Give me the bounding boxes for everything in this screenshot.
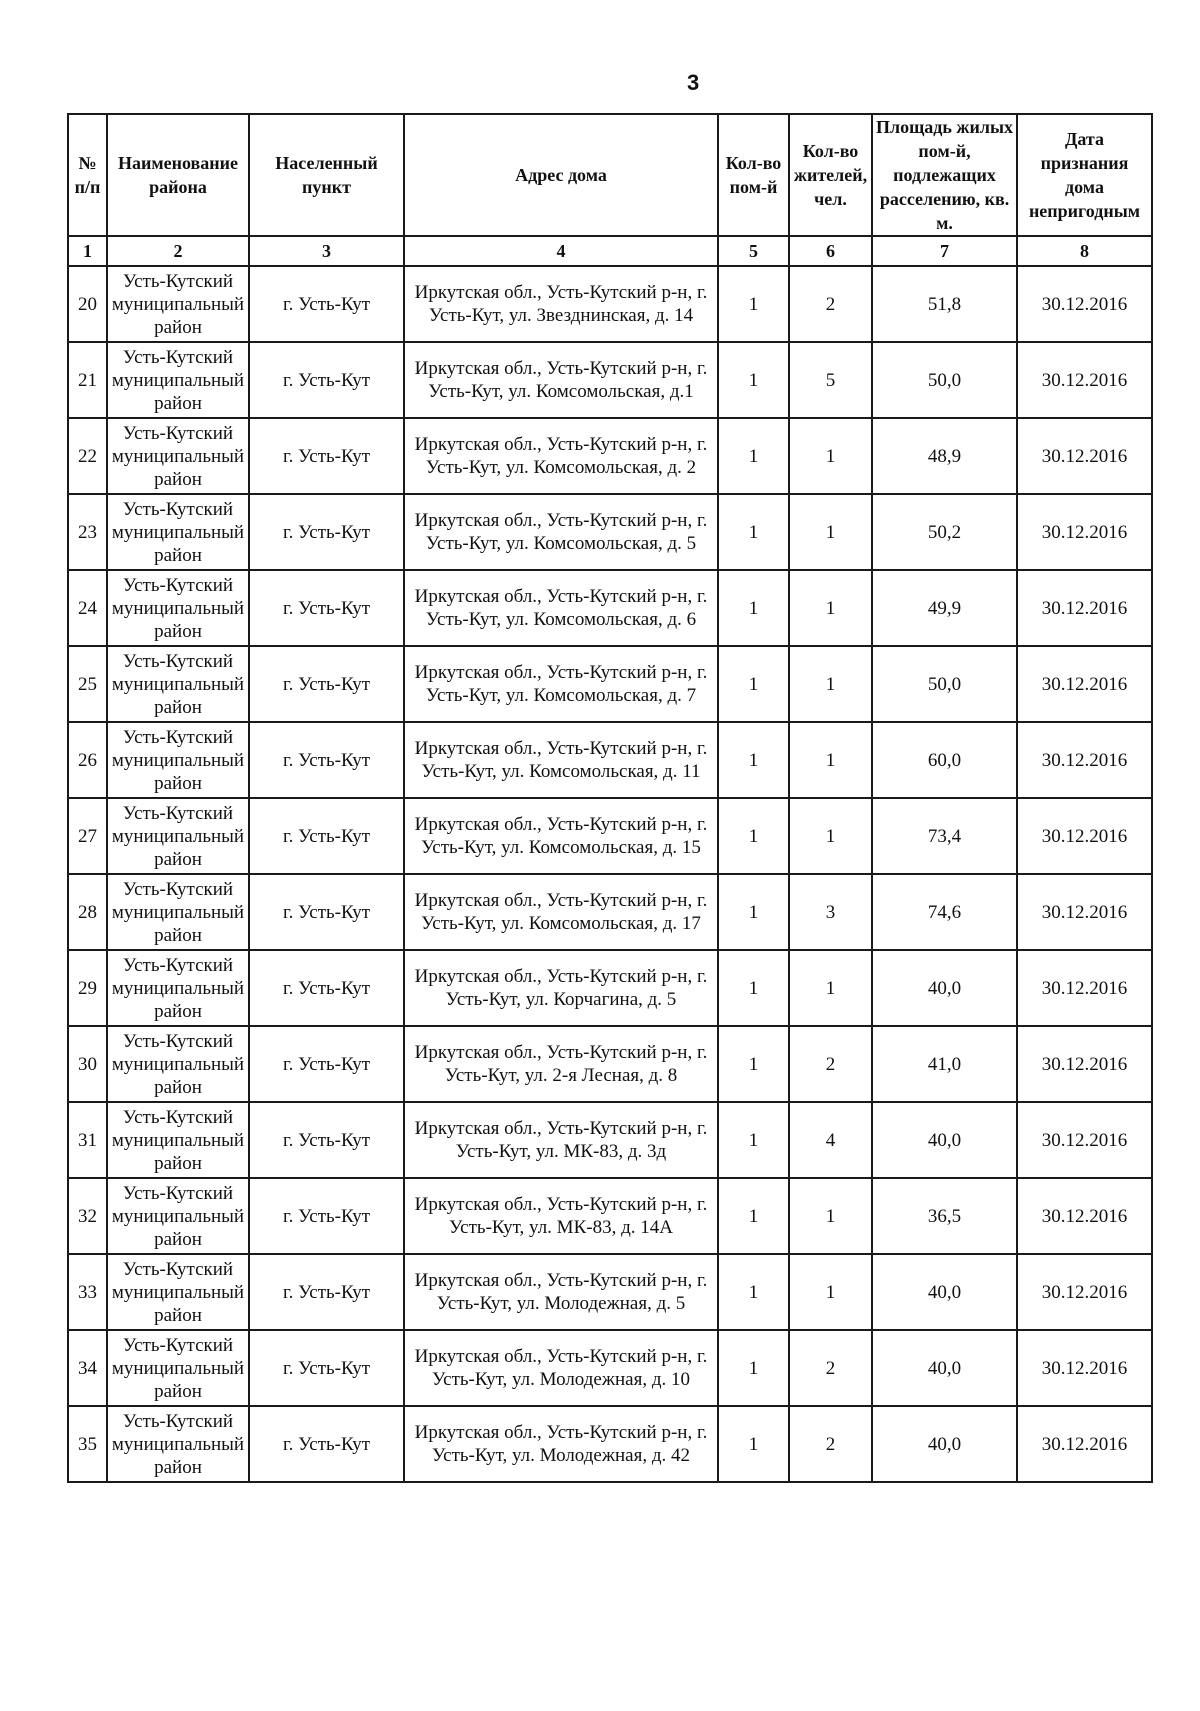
column-number: 6 xyxy=(789,236,872,266)
date-cell: 30.12.2016 xyxy=(1017,342,1152,418)
date-cell: 30.12.2016 xyxy=(1017,494,1152,570)
date-cell: 30.12.2016 xyxy=(1017,874,1152,950)
district-cell: Усть-Кутский муниципальный район xyxy=(107,722,249,798)
table-body xyxy=(68,266,1152,1482)
locality-cell: г. Усть-Кут xyxy=(249,722,404,798)
area-cell: 50,2 xyxy=(872,494,1017,570)
table-row xyxy=(68,570,1152,646)
row-number-cell: 27 xyxy=(68,798,107,874)
district-cell: Усть-Кутский муниципальный район xyxy=(107,646,249,722)
page-number: 3 xyxy=(687,70,700,95)
locality-cell: г. Усть-Кут xyxy=(249,798,404,874)
district-cell: Усть-Кутский муниципальный район xyxy=(107,874,249,950)
table-row xyxy=(68,874,1152,950)
date-cell: 30.12.2016 xyxy=(1017,418,1152,494)
area-cell: 60,0 xyxy=(872,722,1017,798)
table-row xyxy=(68,418,1152,494)
district-cell: Усть-Кутский муниципальный район xyxy=(107,1254,249,1330)
rooms-count-cell: 1 xyxy=(718,266,789,342)
area-cell: 40,0 xyxy=(872,1254,1017,1330)
locality-cell: г. Усть-Кут xyxy=(249,1178,404,1254)
residents-count-cell: 5 xyxy=(789,342,872,418)
address-cell: Иркутская обл., Усть-Кутский р-н, г. Усть-Кут, ул. Молодежная, д. 42 xyxy=(404,1406,718,1482)
area-cell: 36,5 xyxy=(872,1178,1017,1254)
residents-count-cell: 2 xyxy=(789,1406,872,1482)
area-cell: 40,0 xyxy=(872,1102,1017,1178)
table-row xyxy=(68,646,1152,722)
address-cell: Иркутская обл., Усть-Кутский р-н, г. Усть-Кут, ул. Молодежная, д. 5 xyxy=(404,1254,718,1330)
locality-cell: г. Усть-Кут xyxy=(249,494,404,570)
rooms-count-cell: 1 xyxy=(718,1406,789,1482)
header-cell: Населенный пункт xyxy=(249,114,404,236)
table-row xyxy=(68,1026,1152,1102)
row-number-cell: 23 xyxy=(68,494,107,570)
locality-cell: г. Усть-Кут xyxy=(249,418,404,494)
column-number: 3 xyxy=(249,236,404,266)
address-cell: Иркутская обл., Усть-Кутский р-н, г. Усть-Кут, ул. Комсомольская, д. 6 xyxy=(404,570,718,646)
residents-count-cell: 4 xyxy=(789,1102,872,1178)
district-cell: Усть-Кутский муниципальный район xyxy=(107,1406,249,1482)
column-number-row xyxy=(68,236,1152,266)
residents-count-cell: 2 xyxy=(789,266,872,342)
table-row xyxy=(68,1330,1152,1406)
area-cell: 51,8 xyxy=(872,266,1017,342)
rooms-count-cell: 1 xyxy=(718,1102,789,1178)
address-cell: Иркутская обл., Усть-Кутский р-н, г. Усть-Кут, ул. Комсомольская, д. 5 xyxy=(404,494,718,570)
residents-count-cell: 3 xyxy=(789,874,872,950)
rooms-count-cell: 1 xyxy=(718,646,789,722)
locality-cell: г. Усть-Кут xyxy=(249,950,404,1026)
row-number-cell: 28 xyxy=(68,874,107,950)
header-cell: Наименование района xyxy=(107,114,249,236)
residents-count-cell: 1 xyxy=(789,570,872,646)
date-cell: 30.12.2016 xyxy=(1017,1406,1152,1482)
area-cell: 73,4 xyxy=(872,798,1017,874)
table-row xyxy=(68,266,1152,342)
table-row xyxy=(68,1178,1152,1254)
district-cell: Усть-Кутский муниципальный район xyxy=(107,1178,249,1254)
district-cell: Усть-Кутский муниципальный район xyxy=(107,1330,249,1406)
locality-cell: г. Усть-Кут xyxy=(249,1102,404,1178)
row-number-cell: 29 xyxy=(68,950,107,1026)
rooms-count-cell: 1 xyxy=(718,342,789,418)
date-cell: 30.12.2016 xyxy=(1017,646,1152,722)
locality-cell: г. Усть-Кут xyxy=(249,1026,404,1102)
row-number-cell: 33 xyxy=(68,1254,107,1330)
area-cell: 40,0 xyxy=(872,950,1017,1026)
column-number: 2 xyxy=(107,236,249,266)
table-row xyxy=(68,950,1152,1026)
rooms-count-cell: 1 xyxy=(718,494,789,570)
locality-cell: г. Усть-Кут xyxy=(249,1254,404,1330)
table-header-row xyxy=(68,114,1152,236)
date-cell: 30.12.2016 xyxy=(1017,1102,1152,1178)
date-cell: 30.12.2016 xyxy=(1017,266,1152,342)
column-number: 7 xyxy=(872,236,1017,266)
row-number-cell: 31 xyxy=(68,1102,107,1178)
rooms-count-cell: 1 xyxy=(718,798,789,874)
address-cell: Иркутская обл., Усть-Кутский р-н, г. Усть-Кут, ул. Комсомольская, д. 11 xyxy=(404,722,718,798)
residents-count-cell: 2 xyxy=(789,1330,872,1406)
area-cell: 40,0 xyxy=(872,1406,1017,1482)
area-cell: 41,0 xyxy=(872,1026,1017,1102)
district-cell: Усть-Кутский муниципальный район xyxy=(107,1102,249,1178)
table-row xyxy=(68,1254,1152,1330)
address-cell: Иркутская обл., Усть-Кутский р-н, г. Усть-Кут, ул. Звезднинская, д. 14 xyxy=(404,266,718,342)
district-cell: Усть-Кутский муниципальный район xyxy=(107,1026,249,1102)
header-cell: № п/п xyxy=(68,114,107,236)
locality-cell: г. Усть-Кут xyxy=(249,874,404,950)
row-number-cell: 26 xyxy=(68,722,107,798)
rooms-count-cell: 1 xyxy=(718,1026,789,1102)
area-cell: 48,9 xyxy=(872,418,1017,494)
district-cell: Усть-Кутский муниципальный район xyxy=(107,798,249,874)
table-row xyxy=(68,722,1152,798)
header-cell: Кол-во пом-й xyxy=(718,114,789,236)
locality-cell: г. Усть-Кут xyxy=(249,1406,404,1482)
residents-count-cell: 1 xyxy=(789,798,872,874)
header-cell: Адрес дома xyxy=(404,114,718,236)
residents-count-cell: 1 xyxy=(789,722,872,798)
area-cell: 50,0 xyxy=(872,646,1017,722)
rooms-count-cell: 1 xyxy=(718,950,789,1026)
locality-cell: г. Усть-Кут xyxy=(249,266,404,342)
row-number-cell: 32 xyxy=(68,1178,107,1254)
residents-count-cell: 2 xyxy=(789,1026,872,1102)
locality-cell: г. Усть-Кут xyxy=(249,570,404,646)
rooms-count-cell: 1 xyxy=(718,1254,789,1330)
district-cell: Усть-Кутский муниципальный район xyxy=(107,950,249,1026)
date-cell: 30.12.2016 xyxy=(1017,798,1152,874)
date-cell: 30.12.2016 xyxy=(1017,1330,1152,1406)
date-cell: 30.12.2016 xyxy=(1017,722,1152,798)
rooms-count-cell: 1 xyxy=(718,874,789,950)
residents-count-cell: 1 xyxy=(789,418,872,494)
column-number: 1 xyxy=(68,236,107,266)
header-cell: Площадь жилых пом-й, подлежащих расселению, кв. м. xyxy=(872,114,1017,236)
row-number-cell: 35 xyxy=(68,1406,107,1482)
column-number: 4 xyxy=(404,236,718,266)
residents-count-cell: 1 xyxy=(789,494,872,570)
area-cell: 74,6 xyxy=(872,874,1017,950)
rooms-count-cell: 1 xyxy=(718,1178,789,1254)
district-cell: Усть-Кутский муниципальный район xyxy=(107,342,249,418)
date-cell: 30.12.2016 xyxy=(1017,950,1152,1026)
locality-cell: г. Усть-Кут xyxy=(249,342,404,418)
locality-cell: г. Усть-Кут xyxy=(249,646,404,722)
row-number-cell: 24 xyxy=(68,570,107,646)
address-cell: Иркутская обл., Усть-Кутский р-н, г. Усть-Кут, ул. 2-я Лесная, д. 8 xyxy=(404,1026,718,1102)
address-cell: Иркутская обл., Усть-Кутский р-н, г. Усть-Кут, ул. Молодежная, д. 10 xyxy=(404,1330,718,1406)
row-number-cell: 20 xyxy=(68,266,107,342)
housing-table xyxy=(67,113,1153,1483)
residents-count-cell: 1 xyxy=(789,646,872,722)
locality-cell: г. Усть-Кут xyxy=(249,1330,404,1406)
address-cell: Иркутская обл., Усть-Кутский р-н, г. Усть-Кут, ул. МК-83, д. 14А xyxy=(404,1178,718,1254)
address-cell: Иркутская обл., Усть-Кутский р-н, г. Усть-Кут, ул. Комсомольская, д. 15 xyxy=(404,798,718,874)
table-row xyxy=(68,1406,1152,1482)
residents-count-cell: 1 xyxy=(789,1254,872,1330)
header-cell: Дата признания дома непригодным xyxy=(1017,114,1152,236)
district-cell: Усть-Кутский муниципальный район xyxy=(107,266,249,342)
rooms-count-cell: 1 xyxy=(718,570,789,646)
area-cell: 50,0 xyxy=(872,342,1017,418)
table-row xyxy=(68,798,1152,874)
address-cell: Иркутская обл., Усть-Кутский р-н, г. Усть-Кут, ул. Корчагина, д. 5 xyxy=(404,950,718,1026)
district-cell: Усть-Кутский муниципальный район xyxy=(107,570,249,646)
row-number-cell: 34 xyxy=(68,1330,107,1406)
row-number-cell: 22 xyxy=(68,418,107,494)
area-cell: 40,0 xyxy=(872,1330,1017,1406)
residents-count-cell: 1 xyxy=(789,950,872,1026)
date-cell: 30.12.2016 xyxy=(1017,570,1152,646)
district-cell: Усть-Кутский муниципальный район xyxy=(107,418,249,494)
date-cell: 30.12.2016 xyxy=(1017,1026,1152,1102)
area-cell: 49,9 xyxy=(872,570,1017,646)
rooms-count-cell: 1 xyxy=(718,418,789,494)
address-cell: Иркутская обл., Усть-Кутский р-н, г. Усть-Кут, ул. МК-83, д. 3д xyxy=(404,1102,718,1178)
residents-count-cell: 1 xyxy=(789,1178,872,1254)
address-cell: Иркутская обл., Усть-Кутский р-н, г. Усть-Кут, ул. Комсомольская, д.1 xyxy=(404,342,718,418)
table-row xyxy=(68,494,1152,570)
date-cell: 30.12.2016 xyxy=(1017,1178,1152,1254)
table-row xyxy=(68,1102,1152,1178)
row-number-cell: 25 xyxy=(68,646,107,722)
address-cell: Иркутская обл., Усть-Кутский р-н, г. Усть-Кут, ул. Комсомольская, д. 7 xyxy=(404,646,718,722)
column-number: 5 xyxy=(718,236,789,266)
row-number-cell: 30 xyxy=(68,1026,107,1102)
address-cell: Иркутская обл., Усть-Кутский р-н, г. Усть-Кут, ул. Комсомольская, д. 2 xyxy=(404,418,718,494)
column-number: 8 xyxy=(1017,236,1152,266)
rooms-count-cell: 1 xyxy=(718,722,789,798)
table-row xyxy=(68,342,1152,418)
row-number-cell: 21 xyxy=(68,342,107,418)
address-cell: Иркутская обл., Усть-Кутский р-н, г. Усть-Кут, ул. Комсомольская, д. 17 xyxy=(404,874,718,950)
date-cell: 30.12.2016 xyxy=(1017,1254,1152,1330)
header-cell: Кол-во жителей, чел. xyxy=(789,114,872,236)
rooms-count-cell: 1 xyxy=(718,1330,789,1406)
district-cell: Усть-Кутский муниципальный район xyxy=(107,494,249,570)
